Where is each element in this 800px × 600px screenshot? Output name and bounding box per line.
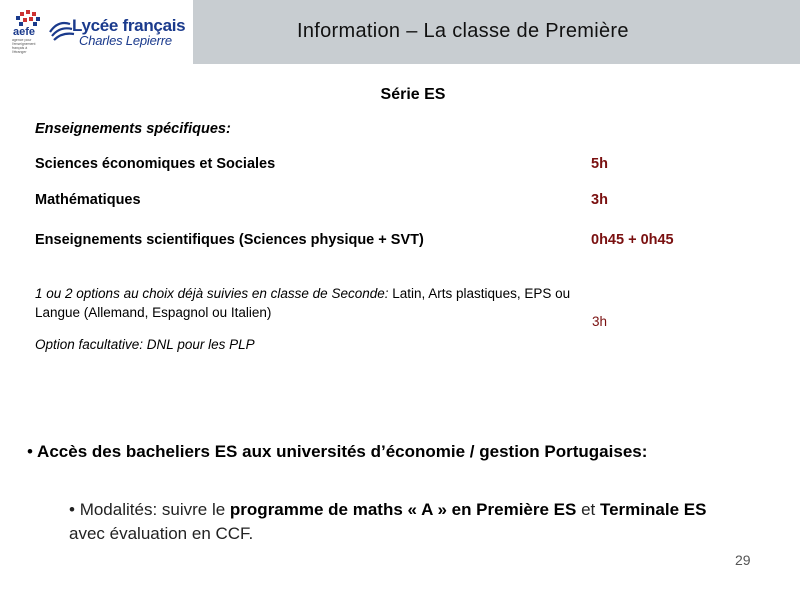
bullet-main <box>27 440 707 463</box>
options-list: Latin, Arts plastiques, EPS ou Langue (Allemand, Espagnol ou Italien) <box>35 286 571 320</box>
bullet-sub-bold1: programme de maths « A » en Première ES <box>229 500 577 519</box>
bullet-dot-icon: • <box>27 442 33 461</box>
aefe-tagline: agence pour l'enseignement français à l'étranger <box>12 38 36 54</box>
bullet-sub-suffix: avec évaluation en CCF. <box>69 524 254 543</box>
title-bar <box>193 0 800 64</box>
subject-row-3: Enseignements scientifiques (Sciences physique + SVT) <box>35 232 424 248</box>
aefe-logo-text: aefe <box>13 26 36 38</box>
bullet-dot-icon: • <box>69 500 75 519</box>
options-text <box>35 284 595 322</box>
bullet-main-text: Accès des bacheliers ES aux universités d’économie / gestion Portugaises: <box>37 442 648 461</box>
serie-heading: Série ES <box>380 86 446 103</box>
section-label: Enseignements spécifiques: <box>35 121 231 137</box>
slide-title: Information – La classe de Première <box>297 20 629 42</box>
hours-row-2: 3h <box>591 192 608 208</box>
page-number: 29 <box>735 552 751 568</box>
bullet-sub <box>69 498 729 546</box>
options-hours: 3h <box>592 314 608 329</box>
option-facultative: Option facultative: DNL pour les PLP <box>35 337 255 352</box>
hours-row-1: 5h <box>591 156 608 172</box>
options-intro: 1 ou 2 options au choix déjà suivies en classe de Seconde: <box>35 286 389 301</box>
bullet-sub-mid: et <box>576 500 600 519</box>
lycee-logo-line1: Lycée français <box>72 16 186 35</box>
bullet-sub-prefix: Modalités: suivre le <box>79 500 230 519</box>
subject-row-1: Sciences économiques et Sociales <box>35 156 276 172</box>
hours-row-3: 0h45 + 0h45 <box>591 232 674 248</box>
logo-area <box>0 0 193 64</box>
subject-row-2: Mathématiques <box>35 192 141 208</box>
lycee-logo-line2: Charles Lepierre <box>79 33 172 48</box>
bullet-sub-bold2: Terminale ES <box>599 500 707 519</box>
